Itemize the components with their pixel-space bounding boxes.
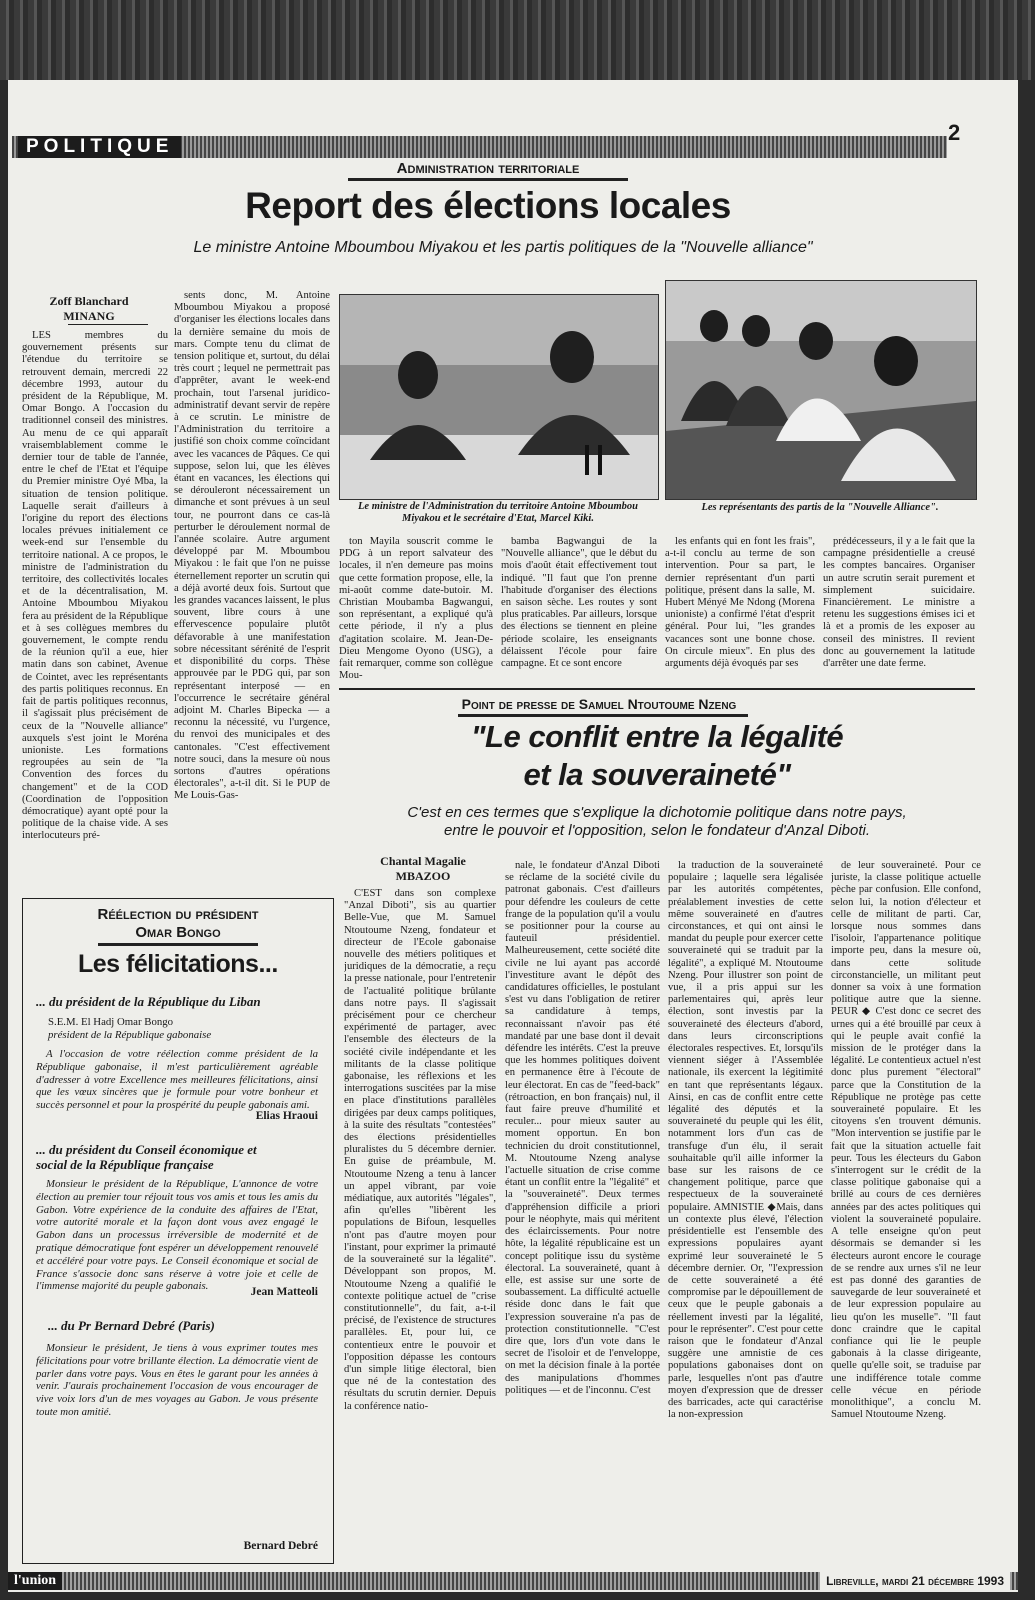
- box-kicker-line2: Omar Bongo: [135, 924, 221, 941]
- box-message3-signature: Bernard Debré: [243, 1540, 318, 1552]
- article1-title: Report des élections locales: [245, 185, 731, 226]
- article2-kicker: Point de presse de Samuel Ntoutoume Nzeng: [461, 696, 737, 712]
- box-message3-heading: ... du Pr Bernard Debré (Paris): [48, 1318, 215, 1333]
- article1-byline-last: MINANG: [63, 309, 115, 323]
- article2-column-2: nale, le fondateur d'Anzal Diboti se réclame de la société civile du patronat gabonais. C'est d'ailleurs pour défendre les couleurs de cette frange de la population qu'il a voulu se positionner pour la course au fauteuil présidentiel. Malheureusement, cette société dite civile ne lui ayant pas accordé l'investiture avant le dépôt des candidatures officielles, le postulant s'est vu dans l'obligation de retirer sa candidature à temps, reconnaissant n'avoir pas été mandaté par une base dont il devait défendre les intérêts. C'est la preuve que les hommes politiques doivent en permanence être à l'écoute de leur électorat. En cas de "feed-back" (rétroaction, en bon français) nul, il faut faire preuve d'humilité et reculer... pour mieux sauter au moment opportun. En bon technicien du droit constitutionnel, M. Ntoutoume Nzeng analyse l'actuelle situation de crise comme étant un conflit entre la "légalité" et la "souveraineté". Deux termes d'appréhension difficile a priori pour le néophyte, mais qui méritent des éclaircissements. Pour notre hôte, la légalité républicaine est un concept politique issu du système électoral. La souveraineté, quant à elle, est assise sur une sorte de soubassement. La difficulté actuelle réside donc dans le fait que l'expression souveraine n'a pas de protection constitutionnelle. "C'est dire que, lors d'un vote dans le secret de l'isoloir et de l'enveloppe, on met la décision finale à la portée des manipulations d'hommes politiques — et de l'inconnu. C'est: [505, 860, 660, 1396]
- article2-top-rule: [339, 688, 975, 690]
- box-message1-addressee: S.E.M. El Hadj Omar Bongo président de la République gabonaise: [48, 1016, 212, 1041]
- photo-minister: [339, 294, 659, 500]
- box-message1-signature: Elias Hraoui: [255, 1110, 318, 1122]
- article1-column-1: LES membres du gouvernement présents sur l'étendue du territoire se retrouvent demain, mercredi 22 décembre 1993, autour du président de la République, M. Omar Bongo. A l'occasion du traditionnel conseil des ministres. Au menu de ce qui apparaît vraisemblablement comme le dernier tour de table de l'année, entre le chef de l'Etat et l'équipe du Premier ministre Oyé Mba, la situation de tension politique. Laquelle serait d'ailleurs à l'origine du report des élections locales prévues initialement ce week-end sur l'ensemble du territoire national. A ce propos, le ministre de l'administration du territoire, des collectivités locales et de la décentralisation, M. Antoine Mboumbou Miyakou fera au président de la République et à ses collègues membres du gouvernement, le compte rendu de la réunion qu'il a eue, hier matin dans son cabinet, Avenue de Cointet, avec les représentants des partis politiques reconnus. En fait de partis politiques reconnus, il s'agissait plus précisément de ceux de la "Nouvelle alliance" auxquels s'est joint le Moréna unioniste. Les formations regroupées au sein de "la Convention des forces du changement" et de la COD (Coordination de l'opposition démocratique) ayant opté pour la politique de la chaise vide. A ses interlocuteurs pré-: [22, 330, 168, 842]
- article1-deck: Le ministre Antoine Mboumbou Miyakou et les partis politiques de la "Nouvelle alliance": [193, 239, 813, 256]
- scan-background: [0, 0, 1035, 80]
- photo-minister-caption: Le ministre de l'Administration du territoire Antoine Mboumbou Miyakou et le secrétaire d'Etat, Marcel Kiki.: [358, 501, 638, 524]
- article1-column-2: sents donc, M. Antoine Mboumbou Miyakou a proposé d'organiser les élections locales dans la dernière semaine du mois de mars. Compte tenu du climat de tension politique et, surtout, du délai très court ; lequel ne permettrait pas d'apprêter, avant le week-end prochain, tout l'arsenal juridico-administratif devant servir de repère à ce scrutin. Le ministre de l'Administration du territoire a justifié son choix comme coïncidant avec les vacances de Pâques. Ce qui suppose, selon lui, que les élèves étant en vacances, les élections qui se dérouleront nécessairement un dimanche et sont prévues à un seul tour, ne pourront dans ce cas-là perturber le déroulement normal de l'année scolaire. Autre argument développé par M. Mboumbou Miyakou : le fait que l'on ne puisse éternellement reporter un scrutin qui a déjà avorté deux fois. Surtout que les grandes vacances laissent, le plus souvent, libre cours à une effervescence populaire plutôt défavorable à une manifestation sobre nécessitant sérénité de l'esprit et disponibilité du corps. Thèse approuvée par le PDG qui, par son représentant interposé — en l'occurrence le secrétaire général adjoint M. Charles Bipecka — a reconnu la nécessité, vu l'urgence, du renvoi des municipales et des cantonales. "C'est effectivement notre souci, dans la mesure où nous sortons d'autres opérations électorales", a-t-il dit. Si le PUP de Me Louis-Gas-: [174, 290, 330, 802]
- article2-kicker-rule: [458, 714, 748, 717]
- section-label: POLITIQUE: [18, 136, 181, 158]
- photo-party-representatives: [665, 280, 977, 500]
- article1-column-3: ton Mayila souscrit comme le PDG à un report salvateur des locales, il n'en demeure pas moins que cette formation propose, elle, la mi-août comme date-butoir. M. Christian Moubamba Bagwangui, son représentant, a expliqué qu'à cette période, il n'y a plus d'agitation scolaire. M. Jean-De-Dieu Mengome Oyono (USG), a fait remarquer, comme son collègue Mou-: [339, 536, 493, 682]
- page-footer: [8, 1572, 1018, 1592]
- article1-kicker: Administration territoriale: [396, 160, 580, 177]
- article2-column-3: la traduction de la souveraineté populaire ; laquelle sera légalisée par les autorités compétentes, préalablement investies de cette même souveraineté en d'autres circonstances, et qui ont ainsi le mandat du peuple pour exercer cette souveraineté qui se traduit par la légalité", a expliqué M. Ntoutoume Nzeng. Pour illustrer son point de vue, il a pris appui sur les parlementaires qui, après leur élection, sont investis par la souveraineté des électeurs d'abord, dans leurs circonscriptions électorales respectives. Et, lorsqu'ils viennent siéger à l'Assemblée nationale, ils exercent la légitimité en tant que représentants légaux. Ainsi, en cas de conflit entre cette légalité des députés et la souveraineté du peuple qui les élit, notamment lors d'un cas de transfuge d'un élu, il serait souhaitable qu'il aille informer la base sur les raisons de ce changement politique, parce que respectueux de la souveraineté populaire. AMNISTIE ◆Mais, dans un contexte plus élevé, l'élection présidentielle est l'ensemble des expressions populaires ayant exprimé leur souveraineté le 5 décembre dernier. Or, "l'expression de cette souveraineté a été compromise par le dépouillement de ceux que le peuple gabonais a réellement investi par la légalité, pour le représenter". C'est pour cette raison que le fondateur d'Anzal suggère une amnistie de ces populations gabonaises dont on parle, lesquelles n'ont pas d'autre moyen d'expression que de dresser des barricades, acte qui caractérise la non-expression: [668, 860, 823, 1421]
- article2-byline-first: Chantal Magalie: [380, 854, 466, 868]
- article2-column-1: C'EST dans son complexe "Anzal Diboti", sis au quartier Belle-Vue, que M. Samuel Ntoutoume Nzeng, fondateur et directeur de l'Ecole gabonaise nouvelle des métiers politiques et juridiques de la démocratie, a reçu la presse nationale, pour l'entretenir de l'actualité politique brûlante dans notre pays. Il s'agissait précisément pour ce chercheur expérimenté de partager, avec l'ensemble des électeurs de la société civile indépendante et les militants de la classe politique gabonaise, les réflexions et les interrogations suscitées par la mise en place d'institutions parallèles dirigées par deux camps politiques, à la suite des résultats "contestées" des élections présidentielles pluralistes du 5 décembre dernier. En guise de préambule, M. Ntoutoume Nzeng a tenu à lancer un appel vibrant, par voie médiatique, aux autorités "légales", afin qu'elles "libèrent les populations de Bifoun, lesquelles n'ont pas d'autre moyen pour l'instant, pour exprimer la primauté de la souveraineté sur la légalité". Développant son propos, M. Ntoutoume Nzeng a qualifié le contexte politique actuel de "crise constitutionnelle", du fait, a-t-il précisé, de l'existence de structures parallèles. Et, pour lui, ce contentieux entre le pouvoir et l'opposition dépasse les contours d'un simple litige électoral, bien que né de la contestation des résultats du scrutin dernier. Depuis la conférence natio-: [344, 888, 496, 1412]
- box-message1-body: A l'occasion de votre réélection comme président de la République gabonaise, il m'est particulièrement agréable d'adresser à votre Excellence mes meilleures félicitations, ainsi que les vœux sincères que je formule pour votre bonheur et succès personnel et pour la prospérité du peuple gabonais ami.: [36, 1048, 318, 1112]
- article2-deck-line2: entre le pouvoir et l'opposition, selon le fondateur d'Anzal Diboti.: [444, 822, 870, 839]
- article1-byline-first: Zoff Blanchard: [49, 294, 129, 308]
- page-number: 2: [948, 120, 961, 145]
- box-kicker-line1: Réélection du président: [97, 906, 259, 923]
- box-message1-heading: ... du président de la République du Liban: [36, 994, 261, 1009]
- article2-title-line2: et la souveraineté": [523, 757, 791, 792]
- box-message2-signature: Jean Matteoli: [250, 1286, 318, 1298]
- article1-column-6: prédécesseurs, il y a le fait que la campagne présidentielle a creusé les comptes bancaires. Organiser un autre scrutin serait purement et simplement suicidaire. Financièrement. Le ministre a retenu les suggestions émises ici et là et a promis de les exposer au conseil des ministres. Il revient donc au gouvernement la latitude d'arrêter une date ferme.: [823, 536, 975, 670]
- box-title: Les félicitations...: [78, 950, 278, 978]
- box-message3-body: Monsieur le président, Je tiens à vous exprimer toutes mes félicitations pour votre brillante élection. La démocratie vient de parler dans votre pays. Vous en êtes le garant pour les années à venir. J'aurais prochainement l'occasion de vous encourager de vive voix lors d'un de mes voyages au Gabon. Je vous présente toute mon amitié.: [36, 1342, 318, 1418]
- box-message2-heading: ... du président du Conseil économique et social de la République française: [36, 1142, 257, 1172]
- article2-column-4: de leur souveraineté. Pour ce juriste, la classe politique actuelle pèche par confusion. Elle confond, selon lui, la notion d'électeur et celle de militant de parti. Car, lorsque nous sommes dans l'isoloir, l'appartenance politique importe peu, dans la mesure où, dans cette solitude circonstancielle, un militant peut donner sa voix à une formation politique autre que la sienne. PEUR ◆ C'est donc ce secret des urnes qui a été brouillé par ceux à qui le peuple avait confié la mission de le protéger dans la légalité. Le contentieux actuel n'est donc plus purement "électoral" parce que la Constitution de la République ne protège pas cette souveraineté populaire. Et les citoyens s'en trouvent démunis. "Mon intervention se justifie par le fait que la situation actuelle fait peur. Tous les électeurs du Gabon s'interrogent sur le crédit de la classe politique gabonaise qui a brillé au cours de ces dernières années par des actes politiques qui violent la souveraineté populaire. A telle enseigne qu'on peut désormais se demander si les électeurs auront encore le courage de se rendre aux urnes s'il ne leur est pas donné des garanties de sauvegarde de leur souveraineté et de leur expression populaire au lieu qu'on les muselle". "Il faut donc craindre que le capital confiance qui lie le peuple gabonais à la classe dirigeante, quelle qu'elle soit, se traduise par une indifférence totale comme celle vécue en période monolithique", a conclu M. Samuel Ntoutoume Nzeng.: [831, 860, 981, 1421]
- box-kicker-rule: [98, 943, 258, 946]
- kicker-rule: [348, 178, 628, 181]
- article1-column-5: les enfants qui en font les frais", a-t-il conclu au terme de son intervention. Pour sa part, le dernier représentant d'un parti politique, présent dans la salle, M. Hubert Ményé Me Ndong (Morena unioniste) a confirmé l'état d'esprit général. Pour lui, "les grandes vacances sont une bonne chose. On circule mieux". En plus des arguments déjà évoqués par ses: [665, 536, 815, 670]
- article2-deck-line1: C'est en ces termes que s'explique la dichotomie politique dans notre pays,: [407, 804, 907, 821]
- photo-representatives-caption: Les représentants des partis de la "Nouvelle Alliance".: [701, 502, 939, 513]
- box-message2-body: Monsieur le président de la République, L'annonce de votre élection au premier tour réjouit tous vos amis et tous les amis du Gabon. Votre expérience de la conduite des affaires de l'Etat, votre autorité morale et la façon dont vous avez engagé le Gabon dans un processus irréversible de modernité et de pratique démocratique font espérer un développement renouvelé et accéléré pour votre pays. Le Conseil économique et social de France s'associe donc sans réserve à votre joie et celle de l'immense majorité du peuple gabonais.: [36, 1178, 318, 1293]
- article1-column-4: bamba Bagwangui de la "Nouvelle alliance", que le début du mois d'août était effectivement tout indiqué. "Il faut que l'on prenne l'habitude d'organiser des élections en saison sèche. Les routes y sont plus praticables. Par ailleurs, lorsque des élections se tiennent en pleine période scolaire, les enseignants délaissent l'école pour faire campagne. Et ce sont encore: [501, 536, 657, 670]
- byline-rule: [68, 324, 148, 325]
- article2-byline-last: MBAZOO: [395, 869, 451, 883]
- newspaper-page: [8, 80, 1018, 1592]
- footer-dateline: Libreville, mardi 21 décembre 1993: [820, 1572, 1010, 1590]
- article2-title-line1: "Le conflit entre la légalité: [470, 719, 844, 754]
- footer-paper-name: l'union: [8, 1572, 62, 1590]
